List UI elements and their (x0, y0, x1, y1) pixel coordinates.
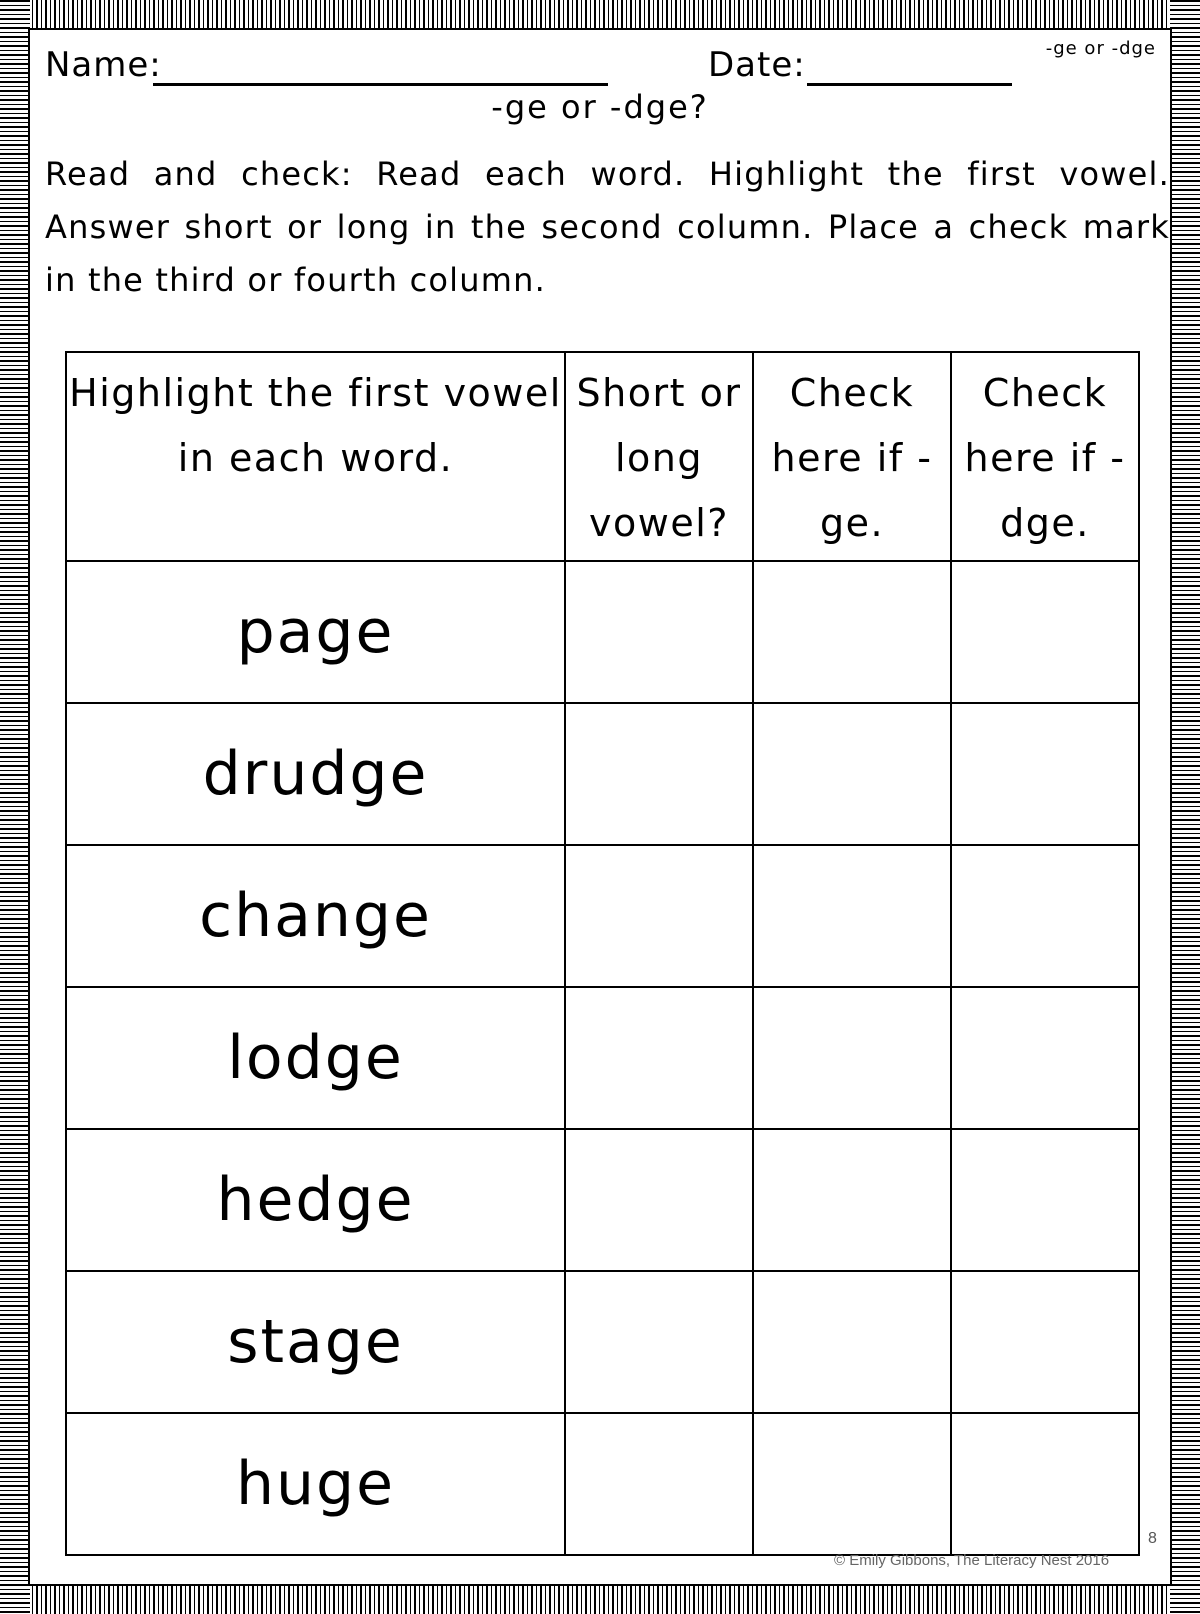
striped-border-right (1170, 0, 1200, 1614)
ge-check-cell[interactable] (753, 561, 951, 703)
dge-check-cell[interactable] (951, 845, 1139, 987)
striped-border-bottom (0, 1584, 1200, 1614)
table-row (66, 561, 1139, 703)
table-row (66, 1271, 1139, 1413)
table-row (66, 845, 1139, 987)
dge-check-cell[interactable] (951, 703, 1139, 845)
ge-check-cell[interactable] (753, 987, 951, 1129)
table-row (66, 987, 1139, 1129)
instructions-text: Read and check: Read each word. Highlight the first vowel. Answer short or long in the second column. Place a check mark in the third or fourth column. (45, 155, 1170, 299)
word-cell: hedge (66, 1129, 565, 1271)
word-cell: change (66, 845, 565, 987)
vowel-answer-cell[interactable] (565, 703, 753, 845)
vowel-answer-cell[interactable] (565, 561, 753, 703)
table-header-row (66, 352, 1139, 561)
header-check-ge: Check here if -ge. (753, 352, 951, 561)
word-cell: drudge (66, 703, 565, 845)
name-label: Name: (45, 45, 162, 85)
name-date-row (45, 45, 1045, 91)
header-check-dge: Check here if -dge. (951, 352, 1139, 561)
striped-border-top (0, 0, 1200, 30)
dge-check-cell[interactable] (951, 1129, 1139, 1271)
dge-check-cell[interactable] (951, 1271, 1139, 1413)
word-cell: huge (66, 1413, 565, 1555)
word-cell: page (66, 561, 565, 703)
word-cell: stage (66, 1271, 565, 1413)
ge-check-cell[interactable] (753, 703, 951, 845)
word-check-table (65, 351, 1140, 1556)
header-highlight-vowel: Highlight the first vowel in each word. (66, 352, 565, 561)
vowel-answer-cell[interactable] (565, 845, 753, 987)
worksheet-topic-label: -ge or -dge (1045, 38, 1156, 59)
vowel-answer-cell[interactable] (565, 1271, 753, 1413)
table-row (66, 703, 1139, 845)
vowel-answer-cell[interactable] (565, 987, 753, 1129)
name-field[interactable] (153, 83, 608, 86)
striped-border-left (0, 0, 30, 1614)
dge-check-cell[interactable] (951, 987, 1139, 1129)
page-number: 8 (1148, 1530, 1157, 1547)
ge-check-cell[interactable] (753, 1413, 951, 1555)
word-cell: lodge (66, 987, 565, 1129)
dge-check-cell[interactable] (951, 561, 1139, 703)
vowel-answer-cell[interactable] (565, 1413, 753, 1555)
table-row (66, 1129, 1139, 1271)
ge-check-cell[interactable] (753, 1271, 951, 1413)
vowel-answer-cell[interactable] (565, 1129, 753, 1271)
date-label: Date: (708, 45, 806, 85)
date-field[interactable] (807, 83, 1012, 86)
header-short-or-long: Short or long vowel? (565, 352, 753, 561)
table-row (66, 1413, 1139, 1555)
copyright-notice: © Emily Gibbons, The Literacy Nest 2016 (834, 1552, 1110, 1569)
dge-check-cell[interactable] (951, 1413, 1139, 1555)
ge-check-cell[interactable] (753, 845, 951, 987)
worksheet-title: -ge or -dge? (491, 88, 709, 126)
ge-check-cell[interactable] (753, 1129, 951, 1271)
